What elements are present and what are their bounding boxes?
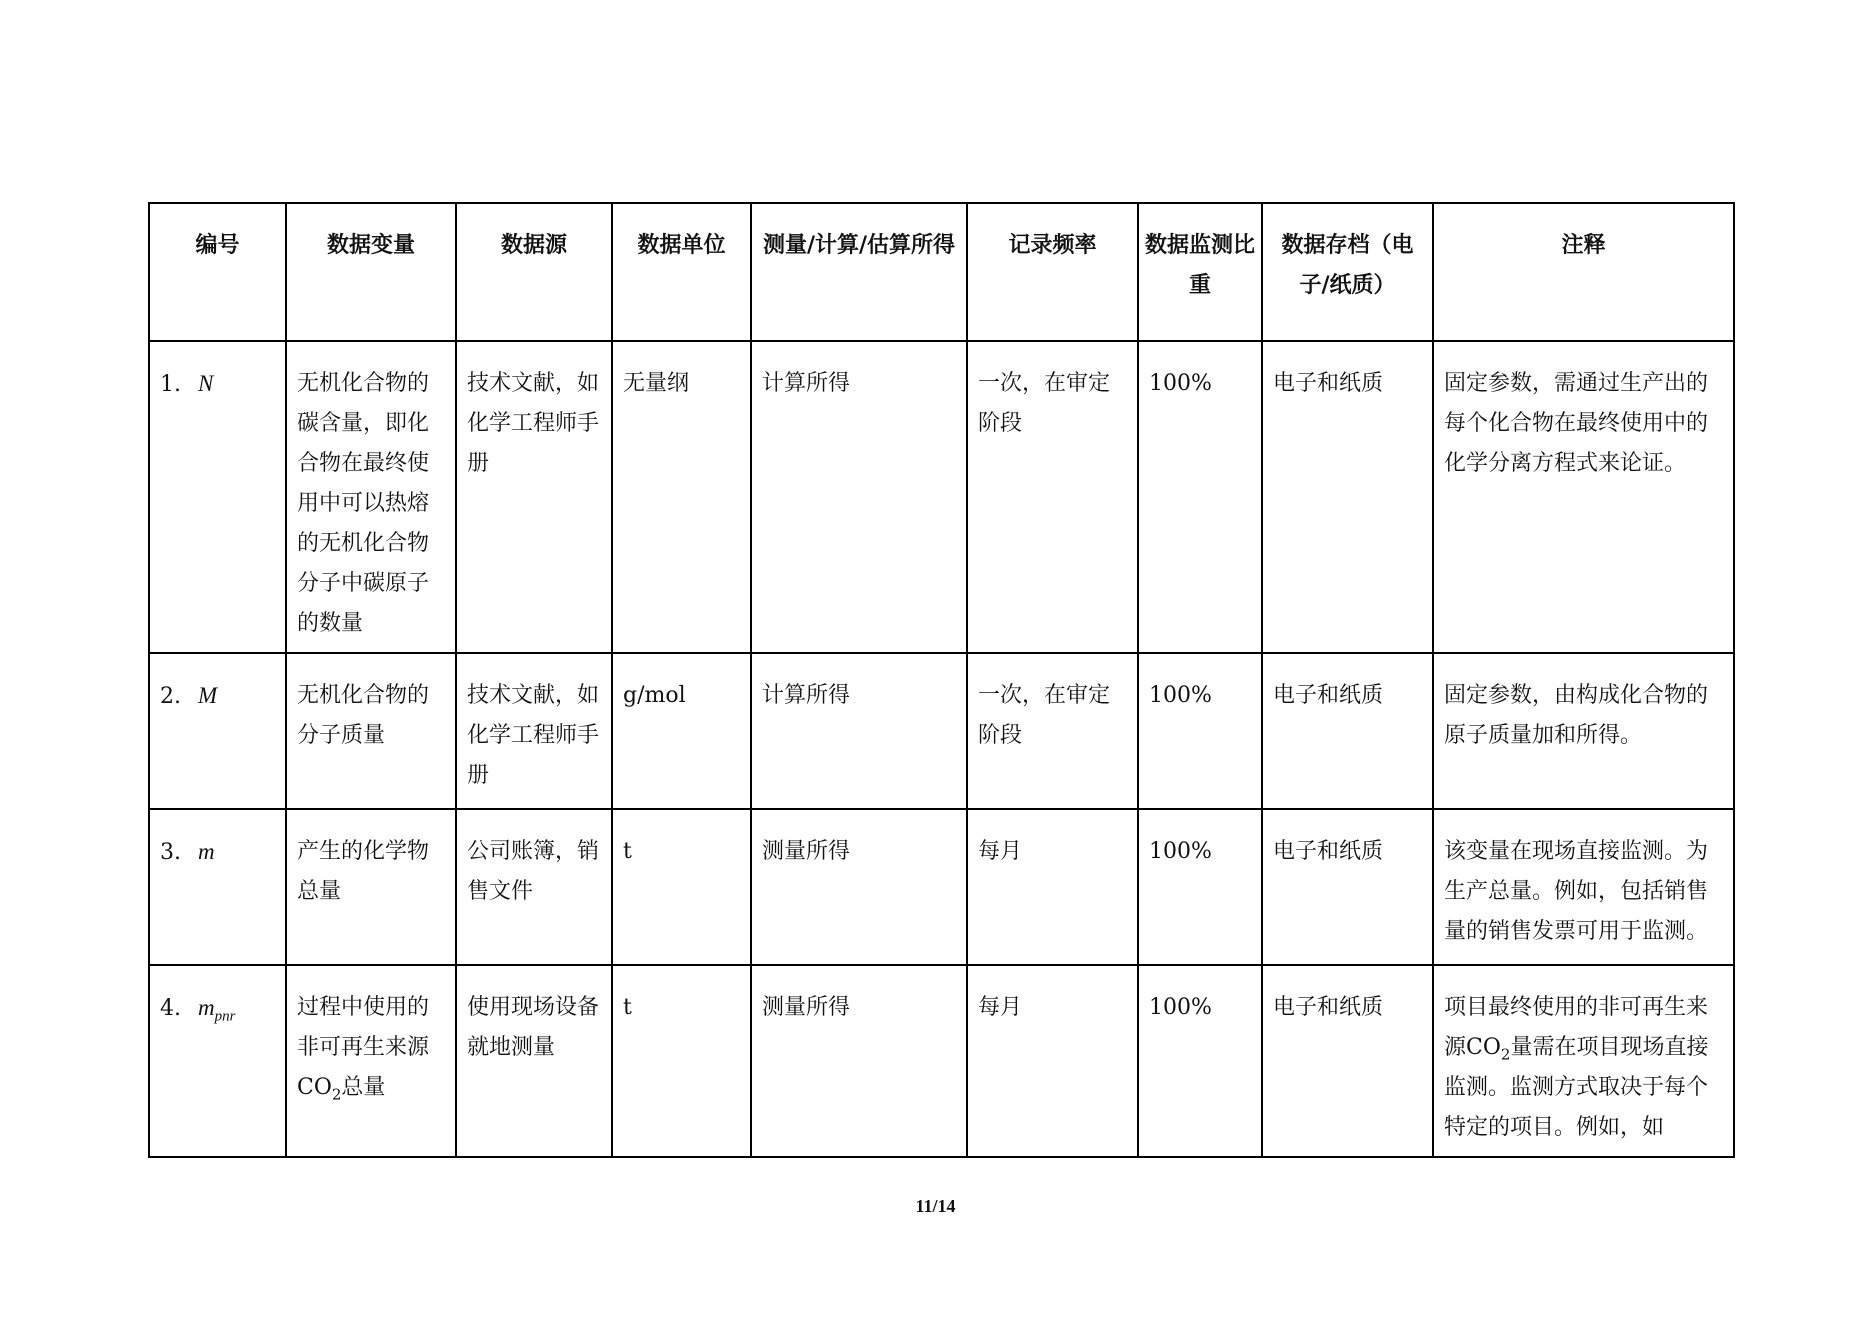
- header-cell-archive: 数据存档（电子/纸质）: [1262, 203, 1433, 341]
- note-cell: 该变量在现场直接监测。为生产总量。例如，包括销售量的销售发票可用于监测。: [1433, 809, 1734, 965]
- variable-symbol: M: [198, 683, 218, 708]
- note-cell: [1433, 965, 1734, 1157]
- variable-symbol: [198, 995, 236, 1025]
- frequency-cell: 一次，在审定阶段: [967, 653, 1138, 809]
- method-cell: 计算所得: [751, 341, 967, 653]
- row-number: 3.: [160, 840, 181, 865]
- frequency-cell: 每月: [967, 809, 1138, 965]
- table-row: [149, 965, 1734, 1157]
- note-cell: 固定参数，由构成化合物的原子质量加和所得。: [1433, 653, 1734, 809]
- variable-text-pre: 过程中使用的非可再生来源: [297, 995, 430, 1060]
- note-text-pre: 项目最终使用的非可再生来源: [1444, 995, 1709, 1060]
- proportion-cell: 100%: [1138, 653, 1262, 809]
- row-number: 1.: [160, 372, 181, 397]
- variable-co-subscript: 2: [331, 1085, 342, 1104]
- note-cell: 固定参数，需通过生产出的每个化合物在最终使用中的化学分离方程式来论证。: [1433, 341, 1734, 653]
- source-cell: 使用现场设备就地测量: [456, 965, 612, 1157]
- row-number: 4.: [160, 996, 181, 1021]
- archive-cell: 电子和纸质: [1262, 653, 1433, 809]
- archive-cell: 电子和纸质: [1262, 809, 1433, 965]
- header-cell-frequency: 记录频率: [967, 203, 1138, 341]
- page-number: 11/14: [915, 1196, 956, 1216]
- frequency-cell: 一次，在审定阶段: [967, 341, 1138, 653]
- monitoring-data-table: [148, 202, 1735, 1158]
- row-number-cell: [149, 653, 286, 809]
- variable-symbol: N: [198, 371, 214, 396]
- proportion-cell: 100%: [1138, 809, 1262, 965]
- variable-cell: 产生的化学物总量: [286, 809, 456, 965]
- row-number-cell: [149, 341, 286, 653]
- method-cell: 计算所得: [751, 653, 967, 809]
- variable-text-post: 总量: [341, 1075, 386, 1100]
- variable-symbol-subscript: pnr: [214, 1008, 236, 1025]
- note-text-post: 量需在项目现场直接监测。监测方式取决于每个特定的项目。例如，如: [1444, 1035, 1709, 1140]
- row-number-cell: [149, 809, 286, 965]
- source-cell: 公司账簿，销售文件: [456, 809, 612, 965]
- header-cell-proportion: 数据监测比重: [1138, 203, 1262, 341]
- note-cell-clip: [1444, 988, 1723, 1148]
- variable-symbol: m: [198, 839, 215, 864]
- frequency-cell: 每月: [967, 965, 1138, 1157]
- table-row: [149, 653, 1734, 809]
- method-cell: 测量所得: [751, 809, 967, 965]
- header-cell-number: 编号: [149, 203, 286, 341]
- row-number-cell: [149, 965, 286, 1157]
- proportion-cell: 100%: [1138, 341, 1262, 653]
- unit-cell: g/mol: [612, 653, 751, 809]
- variable-cell: 无机化合物的碳含量，即化合物在最终使用中可以热熔的无机化合物分子中碳原子的数量: [286, 341, 456, 653]
- unit-cell: t: [612, 965, 751, 1157]
- variable-cell: 无机化合物的分子质量: [286, 653, 456, 809]
- source-cell: 技术文献，如化学工程师手册: [456, 341, 612, 653]
- header-cell-variable: 数据变量: [286, 203, 456, 341]
- header-cell-method: 测量/计算/估算所得: [751, 203, 967, 341]
- proportion-cell: 100%: [1138, 965, 1262, 1157]
- unit-cell: t: [612, 809, 751, 965]
- archive-cell: 电子和纸质: [1262, 341, 1433, 653]
- archive-cell: 电子和纸质: [1262, 965, 1433, 1157]
- header-cell-source: 数据源: [456, 203, 612, 341]
- variable-symbol-base: m: [198, 995, 215, 1020]
- header-cell-unit: 数据单位: [612, 203, 751, 341]
- table-row: [149, 809, 1734, 965]
- table-header-row: [149, 203, 1734, 341]
- row-number: 2.: [160, 684, 181, 709]
- variable-cell: [286, 965, 456, 1157]
- table-row: [149, 341, 1734, 653]
- note-co-text: CO: [1466, 1035, 1501, 1060]
- header-cell-note: 注释: [1433, 203, 1734, 341]
- variable-co-text: CO: [297, 1075, 332, 1100]
- unit-cell: 无量纲: [612, 341, 751, 653]
- note-co-subscript: 2: [1500, 1045, 1511, 1064]
- method-cell: 测量所得: [751, 965, 967, 1157]
- source-cell: 技术文献，如化学工程师手册: [456, 653, 612, 809]
